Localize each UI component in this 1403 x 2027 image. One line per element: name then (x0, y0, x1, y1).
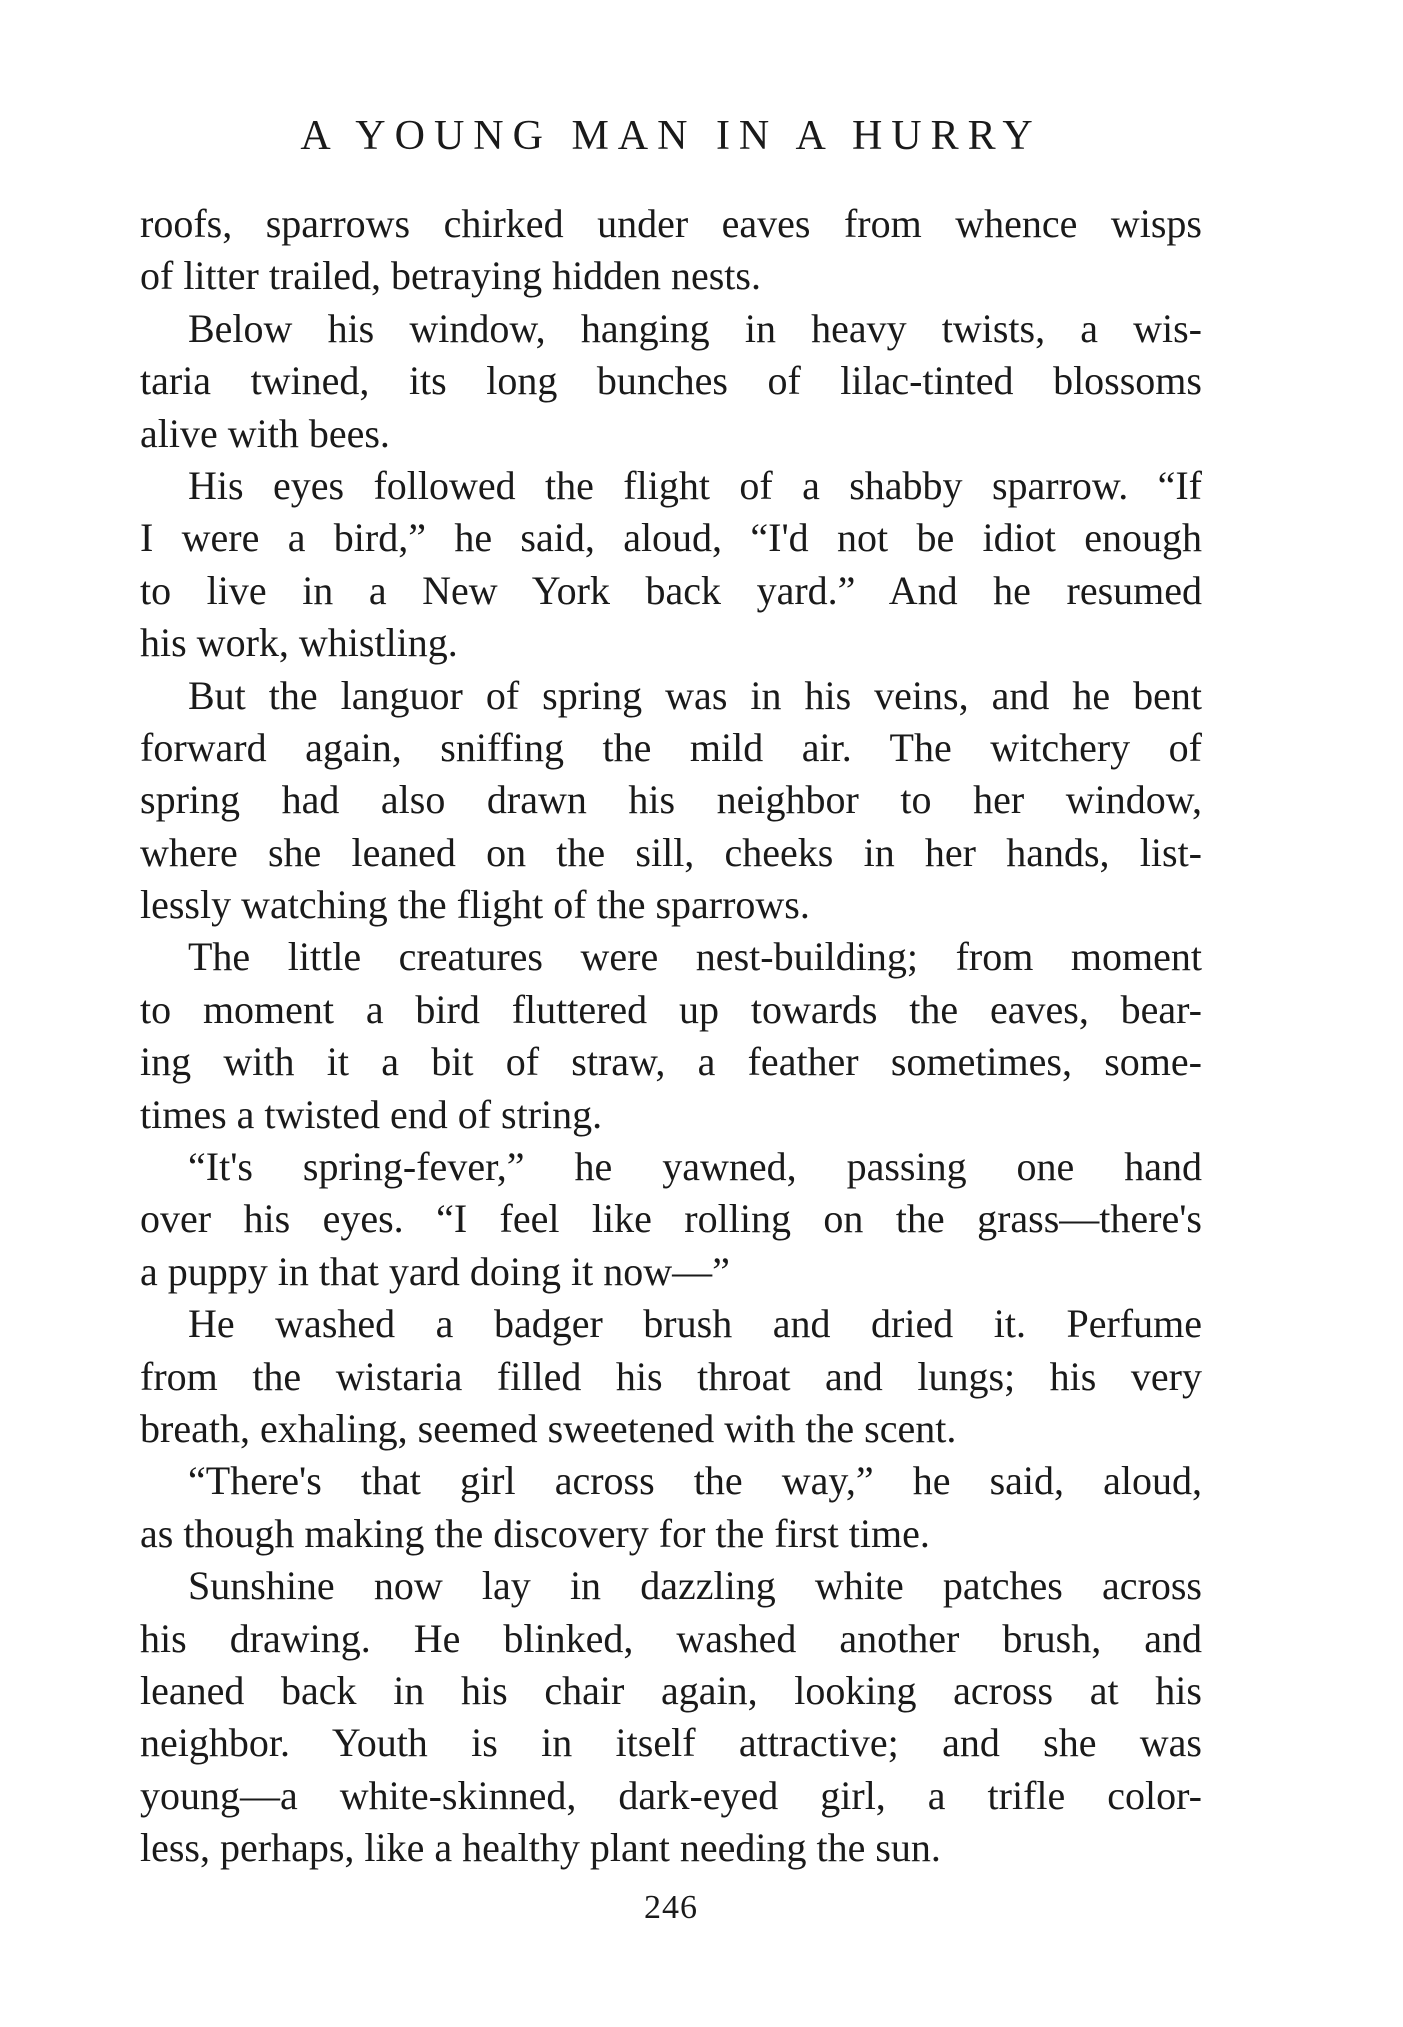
text-line: “It's spring-fever,” he yawned, passing one hand (188, 1144, 1202, 1190)
text-line: less, perhaps, like a healthy plant needing the sun. (140, 1825, 941, 1871)
text-line: his drawing. He blinked, washed another brush, and (140, 1615, 1202, 1661)
text-line: times a twisted end of string. (140, 1091, 603, 1137)
text-line: Below his window, hanging in heavy twists, a wis- (188, 305, 1202, 351)
text-line: “There's that girl across the way,” he said, aloud, (188, 1458, 1202, 1504)
text-line: I were a bird,” he said, aloud, “I'd not be idiot enough (140, 515, 1202, 561)
text-line: of litter trailed, betraying hidden nests. (140, 253, 761, 299)
running-head: A YOUNG MAN IN A HURRY (300, 113, 1042, 159)
text-line: lessly watching the flight of the sparrows. (140, 882, 810, 928)
text-line: roofs, sparrows chirked under eaves from whence wisps (140, 201, 1202, 246)
page-number: 246 (644, 1889, 698, 1926)
text-line: He washed a badger brush and dried it. Perfume (188, 1301, 1202, 1347)
text-line: forward again, sniffing the mild air. The witchery of (140, 724, 1202, 770)
text-line: Sunshine now lay in dazzling white patches across (188, 1563, 1202, 1609)
text-line: as though making the discovery for the first time. (140, 1510, 930, 1556)
body-text (140, 198, 1202, 1875)
text-line: The little creatures were nest-building; from moment (188, 934, 1202, 980)
text-line: breath, exhaling, seemed sweetened with the scent. (140, 1405, 957, 1451)
text-line: to live in a New York back yard.” And he resumed (140, 567, 1202, 613)
text-line: where she leaned on the sill, cheeks in her hands, list- (140, 829, 1202, 875)
text-line: his work, whistling. (140, 620, 458, 666)
text-line: alive with bees. (140, 410, 390, 456)
text-line: spring had also drawn his neighbor to her window, (140, 777, 1202, 823)
text-line: from the wistaria filled his throat and lungs; his very (140, 1353, 1202, 1399)
text-line: to moment a bird fluttered up towards the eaves, bear- (140, 986, 1202, 1032)
text-line: young—a white-skinned, dark-eyed girl, a trifle color- (140, 1772, 1202, 1818)
text-line: But the languor of spring was in his veins, and he bent (188, 672, 1202, 718)
text-line: a puppy in that yard doing it now—” (140, 1248, 730, 1294)
text-line: over his eyes. “I feel like rolling on the grass—there's (140, 1196, 1202, 1242)
text-line: neighbor. Youth is in itself attractive; and she was (140, 1720, 1202, 1766)
text-line: ing with it a bit of straw, a feather sometimes, some- (140, 1039, 1202, 1085)
text-line: His eyes followed the flight of a shabby sparrow. “If (188, 462, 1202, 508)
text-line: taria twined, its long bunches of lilac-tinted blossoms (140, 358, 1202, 404)
text-line: leaned back in his chair again, looking across at his (140, 1667, 1202, 1713)
